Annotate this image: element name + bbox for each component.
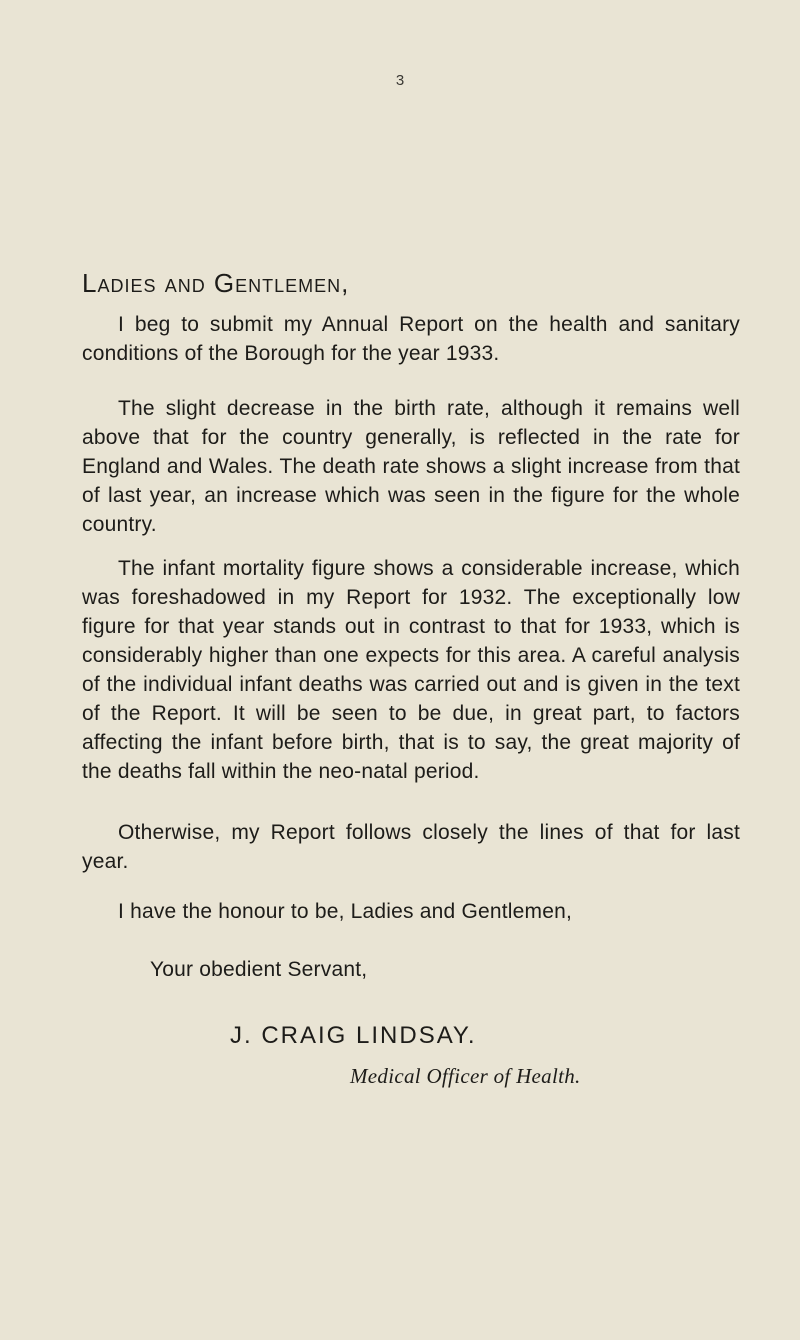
closing-line: I have the honour to be, Ladies and Gentlemen, — [118, 900, 573, 923]
paragraph-intro-text: I beg to submit my Annual Report on the health and sanitary conditions of the Borough for the year 1933. — [82, 313, 740, 365]
paragraph-otherwise-text: Otherwise, my Report follows closely the lines of that for last year. — [82, 821, 740, 873]
paragraph-infant-mortality-text: The infant mortality figure shows a considerable increase, which was foreshadowed in my Report for 1932. The exceptionally low figure for that year stands out in contrast to that for 1933, which is considerably higher than one expects for this area. A careful analysis of the individual infant deaths was carried out and is given in the text of the Report. It will be seen to be due, in great part, to factors affecting the infant before birth, that is to say, the great majority of the deaths fall within the neo-natal period. — [82, 557, 740, 783]
paragraph-otherwise — [82, 818, 740, 876]
paragraph-infant-mortality — [82, 554, 740, 786]
valediction: Your obedient Servant, — [150, 958, 368, 981]
signatory-title: Medical Officer of Health. — [350, 1064, 581, 1088]
paragraph-birth-death-rates — [82, 394, 740, 539]
salutation: Ladies and Gentlemen, — [82, 268, 350, 298]
page-number: 3 — [395, 72, 405, 89]
paragraph-intro — [82, 310, 740, 368]
signature: J. CRAIG LINDSAY. — [230, 1022, 477, 1049]
paragraph-birth-death-rates-text: The slight decrease in the birth rate, although it remains well above that for the country generally, is reflected in the rate for England and Wales. The death rate shows a slight increase from that of last year, an increase which was seen in the figure for the whole country. — [82, 397, 740, 536]
